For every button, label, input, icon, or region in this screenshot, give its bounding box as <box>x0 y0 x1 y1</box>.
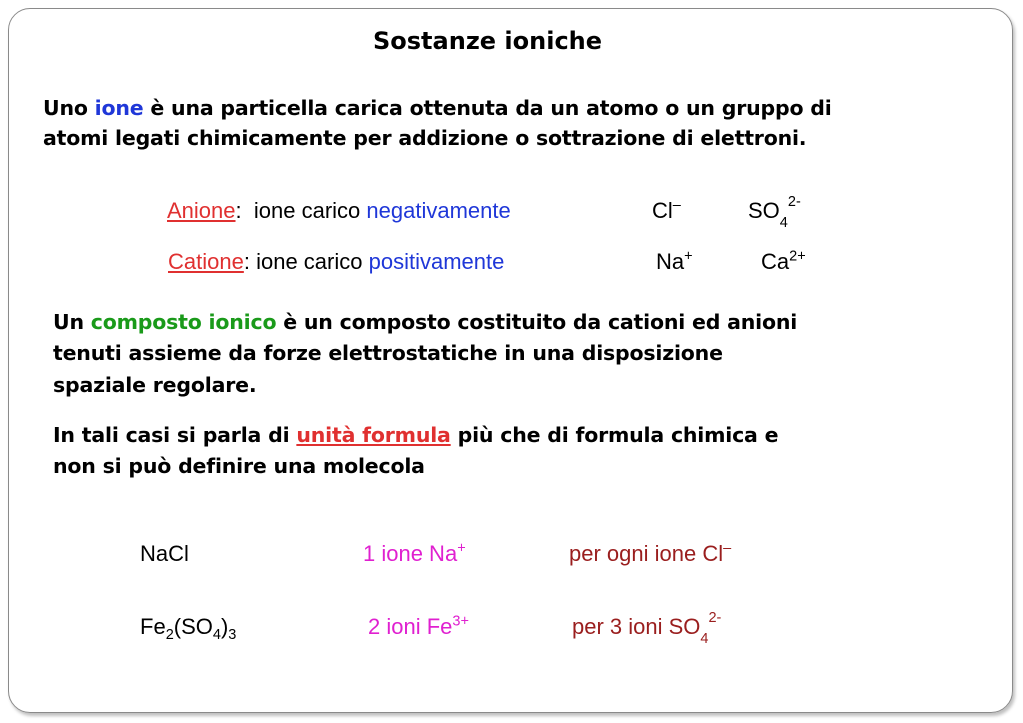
compound-text: Un <box>53 310 91 334</box>
iron-cation-ratio <box>368 614 469 640</box>
positivamente-term: positivamente <box>368 249 505 274</box>
anion-term: Anione <box>167 198 236 223</box>
sulfate-group: (SO <box>173 614 213 639</box>
sulfate-group-close: ) <box>220 614 229 639</box>
nacl-anion-charge: – <box>723 540 732 557</box>
intro-line-2: atomi legati chimicamente per addizione o sottrazione di elettroni. <box>43 126 807 150</box>
chloride-ion <box>652 198 681 224</box>
sulfate-anion-text: per 3 ioni SO <box>572 614 701 639</box>
nacl-formula: NaCl <box>140 541 189 566</box>
negativamente-term: negativamente <box>366 198 511 223</box>
compound-text-rest: è un composto costituito da cationi ed anioni <box>276 310 798 334</box>
cation-term: Catione <box>168 249 244 274</box>
anion-definition <box>167 198 511 224</box>
sulfate-symbol: SO <box>748 198 780 223</box>
sulfate-ion <box>748 194 801 231</box>
iron-cation-text: 2 ioni Fe <box>368 614 453 639</box>
anion-text: ione carico <box>253 198 367 223</box>
group-subscript: 3 <box>228 627 237 644</box>
sulfate-charge: 2- <box>787 194 801 210</box>
sodium-charge: + <box>684 248 693 265</box>
iron-sulfate-formula <box>140 614 237 644</box>
sulfate-anion-ratio <box>572 610 722 647</box>
sulfate-group-subscript: 4 <box>212 627 221 644</box>
ione-term: ione <box>94 96 144 120</box>
chloride-charge: – <box>672 197 681 214</box>
compound-line-2: tenuti assieme da forze elettrostatiche in una disposizione <box>53 341 723 365</box>
iron-subscript: 2 <box>165 627 174 644</box>
sulfate-anion-subscript: 4 <box>700 631 709 647</box>
formula-unit-line-1 <box>53 423 778 447</box>
slide-title: Sostanze ioniche <box>373 27 603 55</box>
compound-line-3: spaziale regolare. <box>53 373 257 397</box>
composto-ionico-term: composto ionico <box>90 310 277 334</box>
cation-text: ione carico <box>249 249 369 274</box>
anion-colon: : <box>235 198 242 223</box>
intro-line-1 <box>43 96 832 120</box>
calcium-ion <box>761 249 806 275</box>
sodium-symbol: Na <box>656 249 685 274</box>
formula-unit-text: In tali casi si parla di <box>53 423 297 447</box>
cation-colon: : <box>243 249 250 274</box>
intro-text-rest: è una particella carica ottenuta da un atomo o un gruppo di <box>143 96 832 120</box>
formula-unit-line-2: non si può definire una molecola <box>53 454 425 478</box>
unita-formula-term: unità formula <box>296 423 451 447</box>
chloride-symbol: Cl <box>652 198 673 223</box>
cation-definition <box>168 249 504 275</box>
nacl-cation-charge: + <box>457 540 466 557</box>
sulfate-subscript: 4 <box>779 215 788 231</box>
sulfate-scripts <box>779 194 801 231</box>
compound-line-1 <box>53 310 797 334</box>
iron-cation-charge: 3+ <box>452 613 469 630</box>
sulfate-anion-scripts <box>700 610 722 647</box>
nacl-anion-ratio <box>569 541 731 567</box>
sodium-ion <box>656 249 693 275</box>
nacl-anion-text: per ogni ione Cl <box>569 541 724 566</box>
sulfate-anion-charge: 2- <box>708 610 722 626</box>
nacl-cation-text: 1 ione Na <box>363 541 458 566</box>
calcium-charge: 2+ <box>789 248 806 265</box>
intro-text: Uno <box>43 96 95 120</box>
nacl-cation-ratio <box>363 541 466 567</box>
formula-unit-text-rest: più che di formula chimica e <box>450 423 779 447</box>
calcium-symbol: Ca <box>761 249 790 274</box>
iron-symbol: Fe <box>140 614 166 639</box>
